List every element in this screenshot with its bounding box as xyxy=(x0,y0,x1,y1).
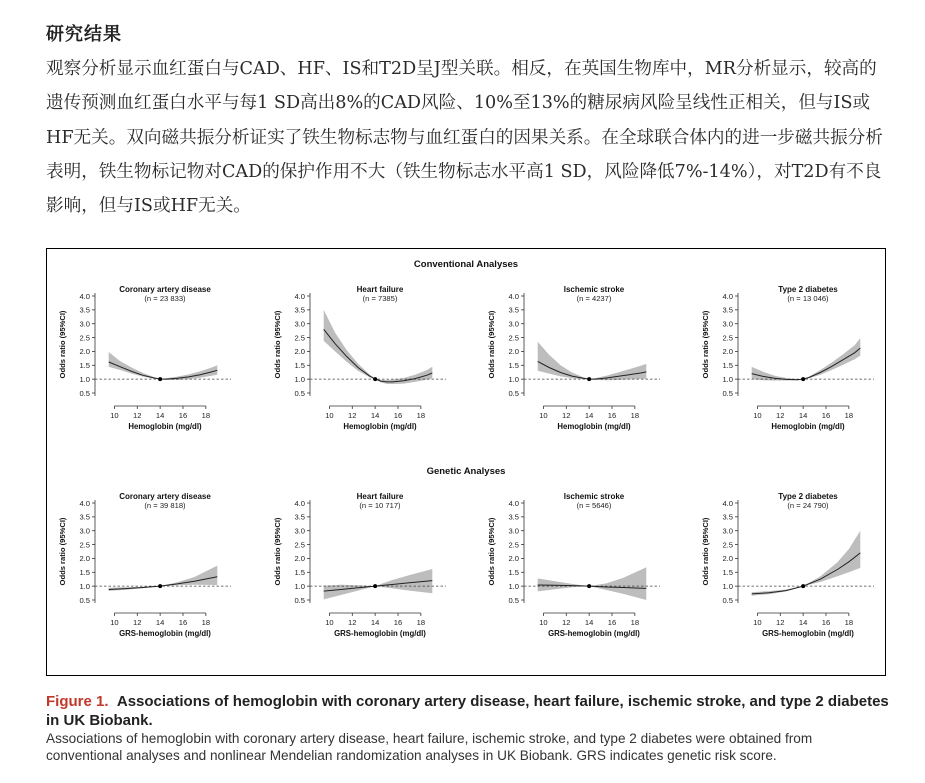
y-tick-label: 2.5 xyxy=(722,333,733,343)
subplot-title: Ischemic stroke xyxy=(563,492,625,501)
y-tick-label: 2.0 xyxy=(79,554,90,564)
x-tick-label: 18 xyxy=(844,618,854,627)
x-axis-label: GRS-hemoglobin (mg/dl) xyxy=(119,629,211,638)
y-tick-label: 2.5 xyxy=(508,333,519,343)
y-tick-label: 3.5 xyxy=(508,512,519,522)
y-tick-label: 0.5 xyxy=(508,595,519,605)
figure-chart-grid xyxy=(47,249,885,675)
subplot-subtitle: (n = 4237) xyxy=(576,294,612,303)
reference-point xyxy=(373,377,377,381)
subplot xyxy=(701,492,874,638)
y-axis-label: Odds ratio (95%CI) xyxy=(701,310,710,379)
y-tick-label: 4.0 xyxy=(508,291,519,301)
x-axis-label: GRS-hemoglobin (mg/dl) xyxy=(548,629,640,638)
x-tick-label: 14 xyxy=(370,411,380,420)
x-tick-label: 12 xyxy=(133,618,142,627)
x-tick-label: 16 xyxy=(821,411,831,420)
y-tick-label: 1.5 xyxy=(722,568,733,578)
x-tick-label: 16 xyxy=(393,411,403,420)
x-tick-label: 16 xyxy=(607,618,617,627)
y-tick-label: 3.5 xyxy=(722,512,733,522)
x-axis-label: GRS-hemoglobin (mg/dl) xyxy=(334,629,426,638)
y-tick-label: 3.5 xyxy=(79,305,90,315)
x-tick-label: 12 xyxy=(776,411,785,420)
y-tick-label: 2.0 xyxy=(79,347,90,357)
x-tick-label: 14 xyxy=(584,411,594,420)
y-tick-label: 2.5 xyxy=(294,540,305,550)
y-tick-label: 3.0 xyxy=(79,526,90,536)
x-tick-label: 14 xyxy=(798,618,808,627)
y-tick-label: 1.0 xyxy=(722,374,733,384)
subplot-subtitle: (n = 23 833) xyxy=(144,294,186,303)
x-tick-label: 12 xyxy=(776,618,785,627)
y-tick-label: 1.0 xyxy=(722,581,733,591)
x-axis-label: Hemoglobin (mg/dl) xyxy=(771,422,845,431)
y-tick-label: 2.5 xyxy=(294,333,305,343)
y-tick-label: 2.5 xyxy=(508,540,519,550)
reference-point xyxy=(587,377,591,381)
caption-text: Associations of hemoglobin with coronary artery disease, heart failure, ischemic stroke, and type 2 diabetes were obtained from conventional analyses and nonlinear Mendelian randomization analyses in UK Biobank. GRS indicates genetic risk score. xyxy=(46,731,813,763)
x-tick-label: 10 xyxy=(325,411,334,420)
x-tick-label: 14 xyxy=(584,618,594,627)
y-tick-label: 4.0 xyxy=(722,498,733,508)
y-tick-label: 4.0 xyxy=(722,291,733,301)
x-tick-label: 10 xyxy=(539,618,548,627)
x-tick-label: 18 xyxy=(416,411,426,420)
caption-title: Associations of hemoglobin with coronary artery disease, heart failure, ischemic stroke, and type 2 diabetes in UK Biobank. xyxy=(46,693,889,729)
x-tick-label: 16 xyxy=(178,618,188,627)
y-tick-label: 1.0 xyxy=(294,581,305,591)
subplot-title: Coronary artery disease xyxy=(119,285,211,294)
subplot-title: Ischemic stroke xyxy=(563,285,625,294)
y-tick-label: 1.5 xyxy=(722,361,733,371)
x-tick-label: 12 xyxy=(562,618,571,627)
x-tick-label: 10 xyxy=(753,411,762,420)
y-tick-label: 1.5 xyxy=(79,568,90,578)
y-tick-label: 4.0 xyxy=(294,291,305,301)
y-axis-label: Odds ratio (95%CI) xyxy=(58,310,67,379)
y-tick-label: 4.0 xyxy=(79,498,90,508)
y-tick-label: 2.5 xyxy=(79,333,90,343)
x-tick-label: 14 xyxy=(798,411,808,420)
caption-label: Figure 1. xyxy=(46,693,109,710)
y-tick-label: 4.0 xyxy=(508,498,519,508)
confidence-band xyxy=(538,567,647,600)
x-tick-label: 16 xyxy=(178,411,188,420)
reference-point xyxy=(158,584,162,588)
reference-point xyxy=(801,377,805,381)
figure-caption xyxy=(46,692,891,764)
y-tick-label: 3.0 xyxy=(294,526,305,536)
y-axis-label: Odds ratio (95%CI) xyxy=(487,517,496,586)
subplot-subtitle: (n = 39 818) xyxy=(144,501,186,510)
x-tick-label: 12 xyxy=(562,411,571,420)
y-tick-label: 2.5 xyxy=(722,540,733,550)
y-tick-label: 2.0 xyxy=(294,554,305,564)
x-axis-label: Hemoglobin (mg/dl) xyxy=(128,422,202,431)
y-tick-label: 1.0 xyxy=(294,374,305,384)
x-tick-label: 12 xyxy=(348,618,357,627)
y-tick-label: 2.0 xyxy=(722,347,733,357)
reference-point xyxy=(587,584,591,588)
y-axis-label: Odds ratio (95%CI) xyxy=(58,517,67,586)
reference-point xyxy=(373,584,377,588)
caption-title-line xyxy=(46,692,891,730)
y-axis-label: Odds ratio (95%CI) xyxy=(273,517,282,586)
y-tick-label: 3.5 xyxy=(294,305,305,315)
x-tick-label: 18 xyxy=(844,411,854,420)
reference-point xyxy=(158,377,162,381)
subplot xyxy=(273,285,446,431)
y-tick-label: 2.0 xyxy=(722,554,733,564)
x-tick-label: 18 xyxy=(201,411,211,420)
subplot xyxy=(701,285,874,431)
y-tick-label: 0.5 xyxy=(294,595,305,605)
confidence-band xyxy=(109,352,218,380)
x-tick-label: 10 xyxy=(325,618,334,627)
y-tick-label: 1.5 xyxy=(294,361,305,371)
x-tick-label: 16 xyxy=(607,411,617,420)
y-tick-label: 2.0 xyxy=(294,347,305,357)
y-axis-label: Odds ratio (95%CI) xyxy=(487,310,496,379)
y-tick-label: 3.0 xyxy=(79,319,90,329)
x-axis-label: Hemoglobin (mg/dl) xyxy=(343,422,417,431)
section-heading: 研究结果 xyxy=(46,24,122,45)
x-tick-label: 12 xyxy=(133,411,142,420)
section-label: Genetic Analyses xyxy=(426,466,506,477)
y-tick-label: 1.5 xyxy=(294,568,305,578)
y-tick-label: 0.5 xyxy=(722,388,733,398)
y-axis-label: Odds ratio (95%CI) xyxy=(273,310,282,379)
confidence-band xyxy=(324,569,433,599)
x-tick-label: 10 xyxy=(753,618,762,627)
subplot-subtitle: (n = 10 717) xyxy=(359,501,401,510)
subplot-title: Type 2 diabetes xyxy=(778,285,838,294)
x-tick-label: 10 xyxy=(110,411,119,420)
y-tick-label: 2.5 xyxy=(79,540,90,550)
x-tick-label: 16 xyxy=(821,618,831,627)
x-tick-label: 14 xyxy=(155,411,165,420)
x-tick-label: 16 xyxy=(393,618,403,627)
y-tick-label: 1.5 xyxy=(508,568,519,578)
y-tick-label: 3.0 xyxy=(294,319,305,329)
y-tick-label: 0.5 xyxy=(294,388,305,398)
x-tick-label: 18 xyxy=(630,411,640,420)
x-axis-label: Hemoglobin (mg/dl) xyxy=(557,422,631,431)
y-tick-label: 0.5 xyxy=(79,595,90,605)
y-tick-label: 1.0 xyxy=(508,581,519,591)
y-tick-label: 3.5 xyxy=(294,512,305,522)
y-tick-label: 3.5 xyxy=(79,512,90,522)
reference-point xyxy=(801,584,805,588)
y-tick-label: 0.5 xyxy=(79,388,90,398)
subplot-subtitle: (n = 7385) xyxy=(362,294,398,303)
confidence-band xyxy=(109,566,218,591)
y-tick-label: 3.0 xyxy=(508,319,519,329)
x-tick-label: 14 xyxy=(155,618,165,627)
y-tick-label: 2.0 xyxy=(508,554,519,564)
subplot-title: Heart failure xyxy=(356,285,404,294)
y-tick-label: 4.0 xyxy=(79,291,90,301)
figure-panel xyxy=(46,248,886,676)
results-paragraph: 观察分析显示血红蛋白与CAD、HF、IS和T2D呈J型关联。相反，在英国生物库中，MR分析显示，较高的遗传预测血红蛋白水平与每1 SD高出8%的CAD风险、10%至13%的糖尿病风险呈线性正相关，但与IS或HF无关。双向磁共振分析证实了铁生物标志物与血红蛋白的因果关系。在全球联合体内的进一步磁共振分析表明，铁生物标记物对CAD的保护作用不大（铁生物标志水平高1 SD，风险降低7%-14%），对T2D有不良影响，但与IS或HF无关。 xyxy=(46,59,883,217)
y-tick-label: 1.5 xyxy=(79,361,90,371)
subplot-subtitle: (n = 5646) xyxy=(576,501,612,510)
y-tick-label: 3.5 xyxy=(722,305,733,315)
y-tick-label: 1.0 xyxy=(508,374,519,384)
subplot-subtitle: (n = 13 046) xyxy=(787,294,829,303)
x-tick-label: 12 xyxy=(348,411,357,420)
x-tick-label: 18 xyxy=(201,618,211,627)
y-tick-label: 3.0 xyxy=(722,319,733,329)
y-tick-label: 3.0 xyxy=(508,526,519,536)
y-tick-label: 1.0 xyxy=(79,374,90,384)
subplot xyxy=(58,285,231,431)
y-tick-label: 3.5 xyxy=(508,305,519,315)
subplot xyxy=(273,492,446,638)
subplot xyxy=(58,492,231,638)
x-tick-label: 10 xyxy=(539,411,548,420)
y-tick-label: 3.0 xyxy=(722,526,733,536)
subplot-title: Type 2 diabetes xyxy=(778,492,838,501)
subplot xyxy=(487,285,660,431)
x-tick-label: 10 xyxy=(110,618,119,627)
y-axis-label: Odds ratio (95%CI) xyxy=(701,517,710,586)
subplot-title: Coronary artery disease xyxy=(119,492,211,501)
confidence-band xyxy=(324,310,433,384)
x-axis-label: GRS-hemoglobin (mg/dl) xyxy=(762,629,854,638)
y-tick-label: 1.5 xyxy=(508,361,519,371)
section-label: Conventional Analyses xyxy=(413,259,519,270)
x-tick-label: 18 xyxy=(416,618,426,627)
y-tick-label: 2.0 xyxy=(508,347,519,357)
subplot-subtitle: (n = 24 790) xyxy=(787,501,829,510)
subplot-title: Heart failure xyxy=(356,492,404,501)
y-tick-label: 0.5 xyxy=(508,388,519,398)
y-tick-label: 0.5 xyxy=(722,595,733,605)
x-tick-label: 18 xyxy=(630,618,640,627)
y-tick-label: 4.0 xyxy=(294,498,305,508)
x-tick-label: 14 xyxy=(370,618,380,627)
subplot xyxy=(487,492,660,638)
y-tick-label: 1.0 xyxy=(79,581,90,591)
